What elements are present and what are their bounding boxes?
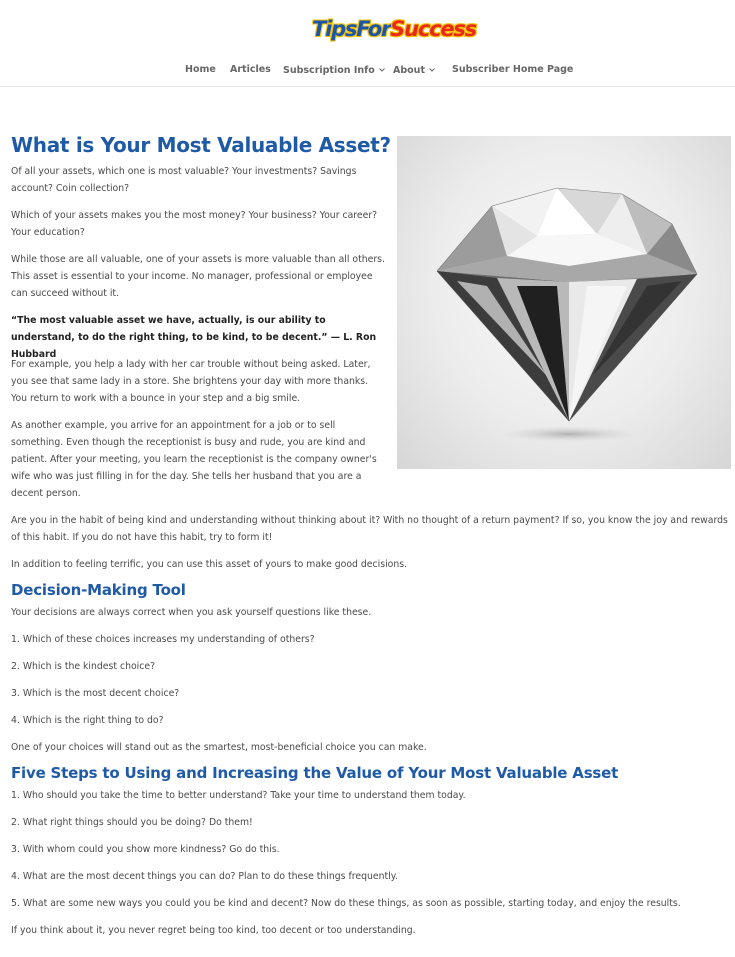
paragraph: As another example, you arrive for an appointment for a job or to sell something. Even though the receptionist is busy and rude, you are kind and patient. After your meeting, you learn the receptionist is the company owner's wife who was just filling in for the day. She tells her husband that you are a decent person. bbox=[11, 420, 377, 499]
paragraph: In addition to feeling terrific, you can use this asset of yours to make good decisions. bbox=[11, 559, 408, 570]
list-item: 3. Which is the most decent choice? bbox=[11, 688, 180, 699]
list-item: 1. Which of these choices increases my understanding of others? bbox=[11, 634, 315, 645]
diamond-image bbox=[397, 136, 731, 469]
section-heading-five-steps: Five Steps to Using and Increasing the Value of Your Most Valuable Asset bbox=[11, 764, 619, 782]
paragraph: While those are all valuable, one of your assets is more valuable than all others. This asset is essential to your income. No manager, professional or employee can succeed without it. bbox=[11, 254, 385, 299]
list-item: 2. Which is the kindest choice? bbox=[11, 661, 156, 672]
nav-item-subscriber-home-page[interactable]: Subscriber Home Page bbox=[452, 64, 574, 75]
nav-item-about[interactable] bbox=[393, 64, 435, 76]
diamond-icon bbox=[397, 136, 731, 469]
list-item: 4. Which is the right thing to do? bbox=[11, 715, 164, 726]
article-title: What is Your Most Valuable Asset? bbox=[11, 133, 391, 157]
site-logo[interactable] bbox=[312, 17, 476, 45]
paragraph: Your decisions are always correct when you ask yourself questions like these. bbox=[11, 607, 372, 618]
paragraph: Which of your assets makes you the most money? Your business? Your career? Your education? bbox=[11, 210, 378, 238]
nav-item-label: About bbox=[393, 65, 425, 76]
logo-text-success: Success bbox=[390, 17, 476, 41]
quote-paragraph: “The most valuable asset we have, actually, is our ability to understand, to do the right thing, to be kind, to be decent.” — L. Ron Hubbard bbox=[11, 315, 377, 360]
section-heading-decision-making: Decision-Making Tool bbox=[11, 581, 186, 599]
list-item: 3. With whom could you show more kindness? Go do this. bbox=[11, 844, 280, 855]
logo-text-tipsfor: TipsFor bbox=[312, 17, 391, 41]
list-item: 5. What are some new ways you could you be kind and decent? Now do these things, as soon as possible, starting today, and enjoy the results. bbox=[11, 898, 681, 909]
list-item: 2. What right things should you be doing? Do them! bbox=[11, 817, 253, 828]
chevron-down-icon bbox=[429, 64, 435, 75]
site-header bbox=[0, 0, 735, 87]
paragraph: Are you in the habit of being kind and understanding without thinking about it? With no thought of a return payment? If so, you know the joy and rewards of this habit. If you do not have this habit, try to form it! bbox=[11, 515, 728, 543]
nav-item-label: Subscription Info bbox=[283, 65, 375, 76]
paragraph: For example, you help a lady with her car trouble without being asked. Later, you see that same lady in a store. She brightens your day with more thanks. You return to work with a bounce in your step and a big smile. bbox=[11, 359, 371, 404]
list-item: 1. Who should you take the time to better understand? Take your time to understand them today. bbox=[11, 790, 466, 801]
nav-item-home[interactable]: Home bbox=[185, 64, 216, 75]
paragraph: If you think about it, you never regret being too kind, too decent or too understanding. bbox=[11, 925, 416, 936]
paragraph: Of all your assets, which one is most valuable? Your investments? Savings account? Coin collection? bbox=[11, 166, 357, 194]
chevron-down-icon bbox=[379, 64, 385, 75]
paragraph: One of your choices will stand out as the smartest, most-beneficial choice you can make. bbox=[11, 742, 427, 753]
main-nav bbox=[0, 64, 735, 80]
list-item: 4. What are the most decent things you can do? Plan to do these things frequently. bbox=[11, 871, 398, 882]
nav-item-articles[interactable]: Articles bbox=[230, 64, 271, 75]
nav-item-subscription-info[interactable] bbox=[283, 64, 385, 76]
